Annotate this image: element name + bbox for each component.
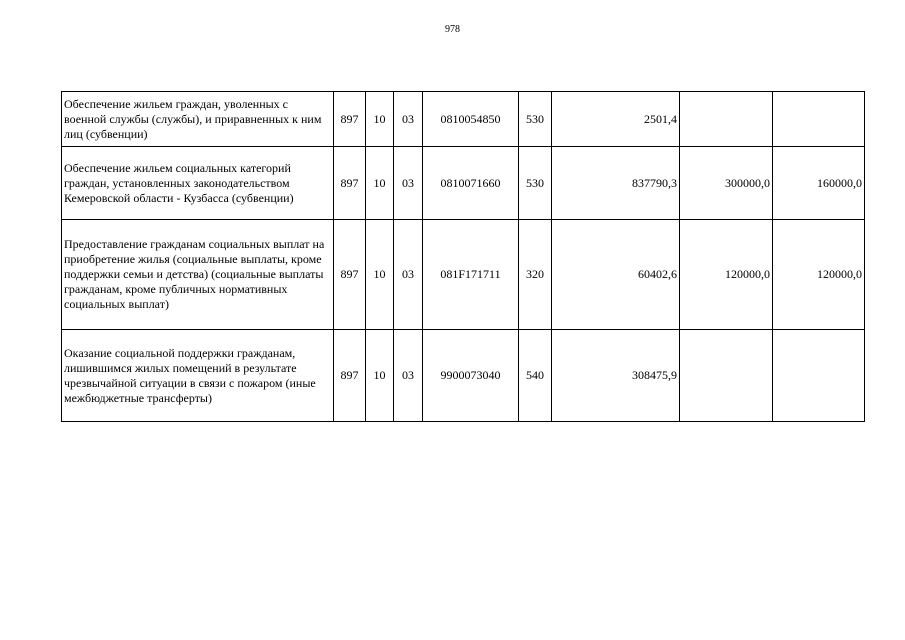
table-row	[62, 330, 865, 422]
rz-cell: 10	[366, 220, 394, 330]
ved-cell: 897	[334, 92, 366, 147]
ved-cell: 897	[334, 220, 366, 330]
sum2-cell: 300000,0	[680, 147, 773, 220]
csr-cell: 081F171711	[423, 220, 519, 330]
sum1-cell: 308475,9	[552, 330, 680, 422]
page-number: 978	[445, 24, 460, 35]
vr-cell: 320	[519, 220, 552, 330]
ved-cell: 897	[334, 147, 366, 220]
pr-cell: 03	[394, 330, 423, 422]
sum2-cell	[680, 92, 773, 147]
sum3-cell: 120000,0	[773, 220, 865, 330]
pr-cell: 03	[394, 92, 423, 147]
sum1-cell: 2501,4	[552, 92, 680, 147]
rz-cell: 10	[366, 92, 394, 147]
sum2-cell	[680, 330, 773, 422]
pr-cell: 03	[394, 220, 423, 330]
row-name-cell: Обеспечение жильем граждан, уволенных с военной службы (службы), и приравненных к ним лиц (субвенции)	[62, 92, 334, 147]
sum3-cell	[773, 92, 865, 147]
row-name-cell: Оказание социальной поддержки гражданам, лишившимся жилых помещений в результате чрезвычайной ситуации в связи с пожаром (иные межбюджетные трансферты)	[62, 330, 334, 422]
csr-cell: 0810071660	[423, 147, 519, 220]
sum3-cell: 160000,0	[773, 147, 865, 220]
rz-cell: 10	[366, 330, 394, 422]
ved-cell: 897	[334, 330, 366, 422]
sum1-cell: 60402,6	[552, 220, 680, 330]
vr-cell: 530	[519, 92, 552, 147]
table-row	[62, 147, 865, 220]
sum2-cell: 120000,0	[680, 220, 773, 330]
table-row	[62, 92, 865, 147]
vr-cell: 540	[519, 330, 552, 422]
rz-cell: 10	[366, 147, 394, 220]
row-name-cell: Предоставление гражданам социальных выплат на приобретение жилья (социальные выплаты, кроме поддержки семьи и детства) (социальные выплаты гражданам, кроме публичных нормативных социальных выплат)	[62, 220, 334, 330]
row-name-cell: Обеспечение жильем социальных категорий граждан, установленных законодательством Кемеровской области - Кузбасса (субвенции)	[62, 147, 334, 220]
sum3-cell	[773, 330, 865, 422]
csr-cell: 9900073040	[423, 330, 519, 422]
table-row	[62, 220, 865, 330]
budget-table	[61, 91, 865, 422]
pr-cell: 03	[394, 147, 423, 220]
csr-cell: 0810054850	[423, 92, 519, 147]
vr-cell: 530	[519, 147, 552, 220]
sum1-cell: 837790,3	[552, 147, 680, 220]
